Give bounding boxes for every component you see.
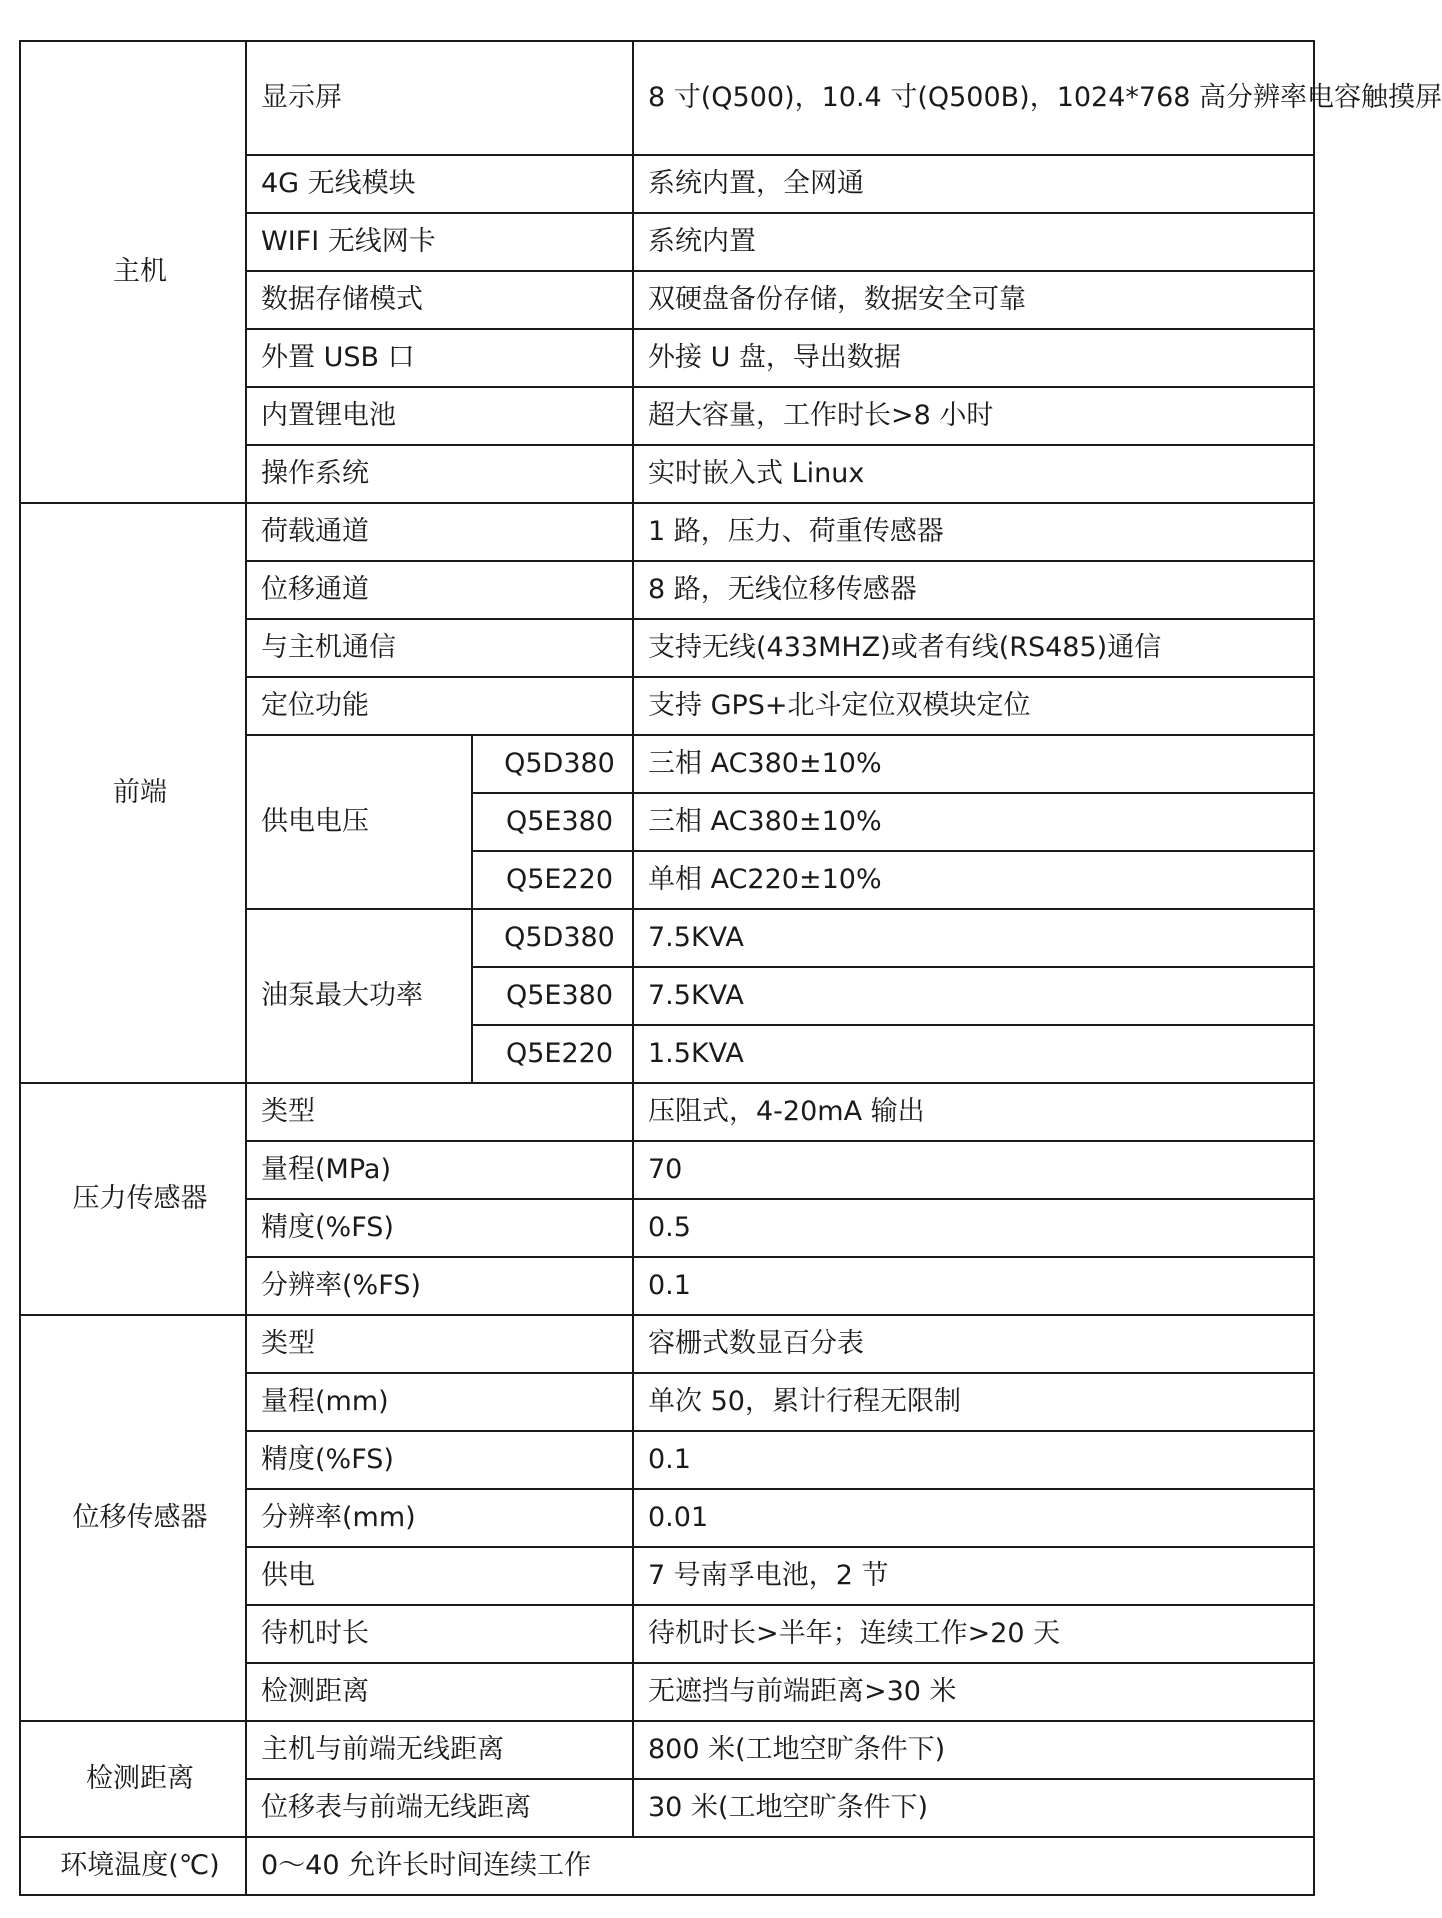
row-label: 供电: [246, 1547, 633, 1605]
row-value: 800 米(工地空旷条件下): [633, 1721, 1314, 1779]
row-value: 容栅式数显百分表: [633, 1315, 1314, 1373]
env-value: 0～40 允许长时间连续工作: [246, 1837, 1314, 1895]
group-front: 前端: [20, 503, 246, 1083]
group-env: 环境温度(℃): [20, 1837, 246, 1895]
row-label: 数据存储模式: [246, 271, 633, 329]
row-label: 主机与前端无线距离: [246, 1721, 633, 1779]
row-value: 支持无线(433MHZ)或者有线(RS485)通信: [633, 619, 1314, 677]
row-value: 7.5KVA: [633, 967, 1314, 1025]
row-label: 检测距离: [246, 1663, 633, 1721]
row-label: 位移通道: [246, 561, 633, 619]
row-label: 分辨率(mm): [246, 1489, 633, 1547]
row-value: 系统内置: [633, 213, 1314, 271]
model-cell: Q5E380: [472, 967, 633, 1025]
row-value: 实时嵌入式 Linux: [633, 445, 1314, 503]
row-value: 8 寸(Q500)，10.4 寸(Q500B)，1024*768 高分辨率电容触摸屏: [633, 41, 1314, 155]
row-label: 精度(%FS): [246, 1431, 633, 1489]
spec-table: [19, 40, 1442, 1896]
row-value: 单次 50，累计行程无限制: [633, 1373, 1314, 1431]
group-host: 主机: [20, 41, 246, 503]
row-label: 量程(MPa): [246, 1141, 633, 1199]
row-label: 定位功能: [246, 677, 633, 735]
table-row: [20, 503, 1314, 561]
row-label: 分辨率(%FS): [246, 1257, 633, 1315]
row-label: 位移表与前端无线距离: [246, 1779, 633, 1837]
row-label: 荷载通道: [246, 503, 633, 561]
row-value: 0.5: [633, 1199, 1314, 1257]
row-value: 无遮挡与前端距离>30 米: [633, 1663, 1314, 1721]
row-value: 0.1: [633, 1257, 1314, 1315]
row-value: 三相 AC380±10%: [633, 793, 1314, 851]
row-label: 待机时长: [246, 1605, 633, 1663]
row-label: 内置锂电池: [246, 387, 633, 445]
row-value: 30 米(工地空旷条件下): [633, 1779, 1314, 1837]
model-cell: Q5E220: [472, 1025, 633, 1083]
row-value: 7.5KVA: [633, 909, 1314, 967]
row-value: 7 号南孚电池，2 节: [633, 1547, 1314, 1605]
row-value: 支持 GPS+北斗定位双模块定位: [633, 677, 1314, 735]
group-displacement: 位移传感器: [20, 1315, 246, 1721]
row-label: 显示屏: [246, 41, 633, 155]
table-row: [20, 41, 1314, 155]
row-label: 外置 USB 口: [246, 329, 633, 387]
row-value: 70: [633, 1141, 1314, 1199]
row-value: 压阻式，4-20mA 输出: [633, 1083, 1314, 1141]
row-value: 1.5KVA: [633, 1025, 1314, 1083]
row-value: 待机时长>半年；连续工作>20 天: [633, 1605, 1314, 1663]
row-label: 类型: [246, 1083, 633, 1141]
model-cell: Q5E380: [472, 793, 633, 851]
group-distance: 检测距离: [20, 1721, 246, 1837]
group-pressure: 压力传感器: [20, 1083, 246, 1315]
row-value: 外接 U 盘，导出数据: [633, 329, 1314, 387]
model-cell: Q5D380: [472, 909, 633, 967]
row-value: 单相 AC220±10%: [633, 851, 1314, 909]
row-value: 0.1: [633, 1431, 1314, 1489]
row-label: 量程(mm): [246, 1373, 633, 1431]
row-value: 三相 AC380±10%: [633, 735, 1314, 793]
row-label: 与主机通信: [246, 619, 633, 677]
row-label: 类型: [246, 1315, 633, 1373]
row-label: 精度(%FS): [246, 1199, 633, 1257]
row-value: 系统内置，全网通: [633, 155, 1314, 213]
row-value: 超大容量，工作时长>8 小时: [633, 387, 1314, 445]
row-label: WIFI 无线网卡: [246, 213, 633, 271]
model-cell: Q5E220: [472, 851, 633, 909]
table-row: [20, 1083, 1314, 1141]
table-row: [20, 1721, 1314, 1779]
row-value: 1 路，压力、荷重传感器: [633, 503, 1314, 561]
row-value: 0.01: [633, 1489, 1314, 1547]
row-value: 双硬盘备份存储，数据安全可靠: [633, 271, 1314, 329]
table-row: [20, 1315, 1314, 1373]
table-row: [20, 1837, 1314, 1895]
voltage-label: 供电电压: [246, 735, 472, 909]
pump-label: 油泵最大功率: [246, 909, 472, 1083]
row-label: 操作系统: [246, 445, 633, 503]
model-cell: Q5D380: [472, 735, 633, 793]
row-label: 4G 无线模块: [246, 155, 633, 213]
row-value: 8 路，无线位移传感器: [633, 561, 1314, 619]
